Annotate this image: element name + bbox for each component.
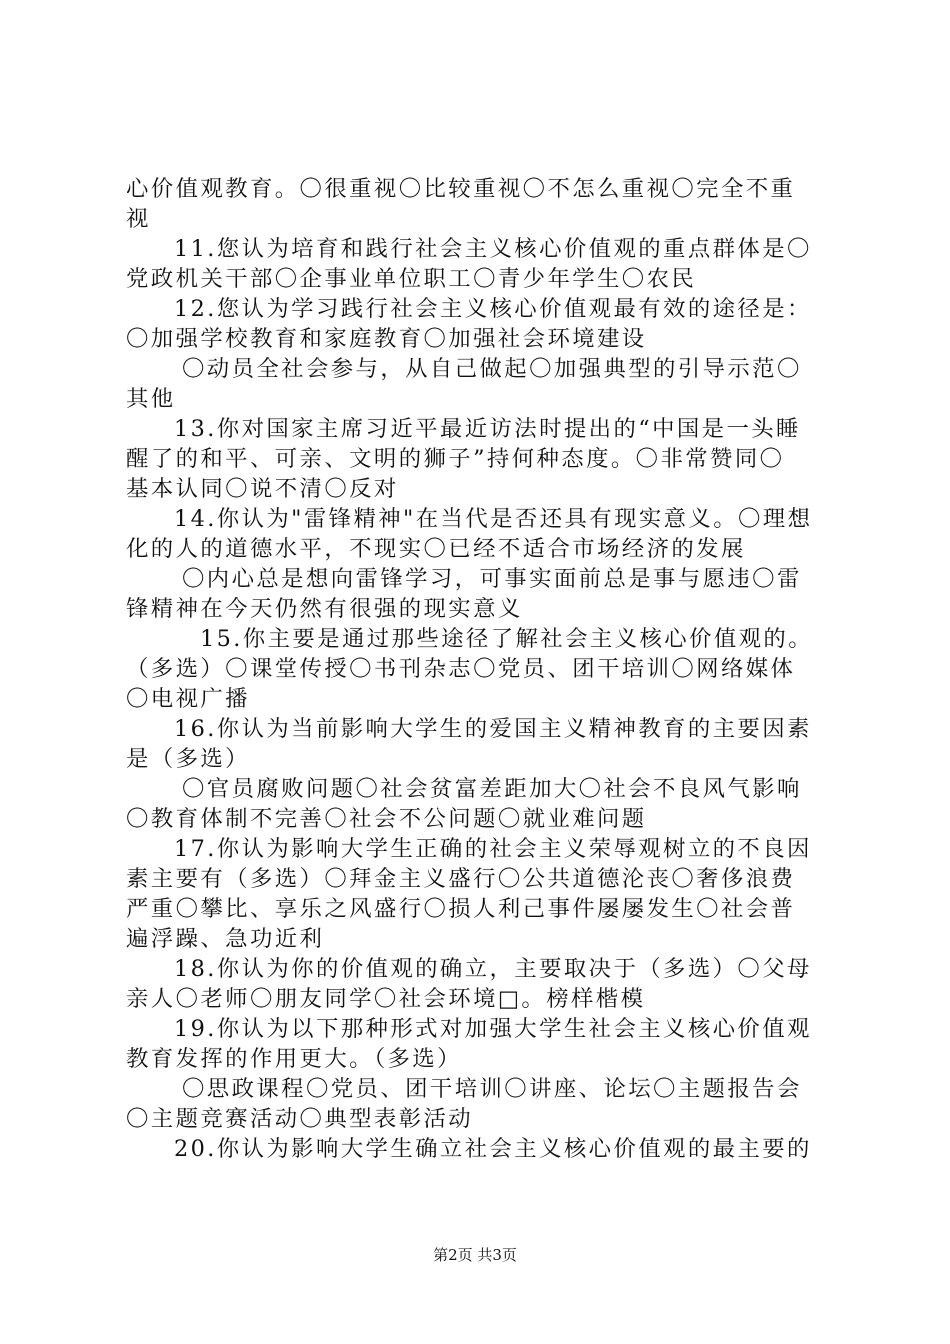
- question-16: 16.你认为当前影响大学生的爱国主义精神教育的主要因素: [174, 716, 812, 742]
- text-line: 严重〇攀比、享乐之风盛行〇损人利己事件屡屡发生〇社会普: [126, 896, 796, 922]
- question-19: 19.你认为以下那种形式对加强大学生社会主义核心价值观: [174, 1016, 812, 1042]
- text-line: 化的人的道德水平，不现实〇已经不适合市场经济的发展: [126, 536, 746, 562]
- question-14: 14.你认为"雷锋精神"在当代是否还具有现实意义。〇理想: [174, 506, 813, 532]
- text-line: 心价值观教育。〇很重视〇比较重视〇不怎么重视〇完全不重: [126, 176, 796, 202]
- text-line: 〇官员腐败问题〇社会贫富差距加大〇社会不良风气影响: [182, 776, 802, 802]
- text-line: 锋精神在今天仍然有很强的现实意义: [126, 596, 523, 622]
- text-line: 视: [126, 206, 151, 232]
- text-line: 遍浮躁、急功近利: [126, 926, 325, 952]
- text-line: 是（多选）: [126, 746, 250, 772]
- text-line: （多选）〇课堂传授〇书刊杂志〇党员、团干培训〇网络媒体: [126, 656, 796, 682]
- text-line: 〇主题竞赛活动〇典型表彰活动: [126, 1106, 474, 1132]
- text-line: 亲人〇老师〇朋友同学〇社会环境□。榜样楷模: [126, 986, 646, 1012]
- question-18: 18.你认为你的价值观的确立，主要取决于（多选）〇父母: [174, 956, 812, 982]
- text-line: 其他: [126, 386, 176, 412]
- question-20: 20.你认为影响大学生确立社会主义核心价值观的最主要的: [174, 1136, 812, 1162]
- text-line: 醒了的和平、可亲、文明的狮子”持何种态度。〇非常赞同〇: [126, 446, 785, 472]
- text-line: 〇加强学校教育和家庭教育〇加强社会环境建设: [126, 326, 647, 352]
- text-line: 素主要有（多选）〇拜金主义盛行〇公共道德沦丧〇奢侈浪费: [126, 866, 796, 892]
- page-footer: 第2页 共3页: [433, 1246, 517, 1264]
- document-body: [126, 174, 846, 1164]
- text-line: 〇内心总是想向雷锋学习，可事实面前总是事与愿违〇雷: [182, 566, 802, 592]
- question-11: 11.您认为培育和践行社会主义核心价值观的重点群体是〇: [174, 236, 812, 262]
- question-15: 15.你主要是通过那些途径了解社会主义核心价值观的。: [200, 626, 813, 652]
- question-13: 13.你对国家主席习近平最近访法时提出的“中国是一头睡: [174, 416, 801, 442]
- text-line: 教育发挥的作用更大。（多选）: [126, 1046, 462, 1072]
- text-line: 〇电视广播: [126, 686, 250, 712]
- question-17: 17.你认为影响大学生正确的社会主义荣辱观树立的不良因: [174, 836, 812, 862]
- question-12: 12.您认为学习践行社会主义核心价值观最有效的途径是：: [174, 296, 812, 322]
- text-line: 〇教育体制不完善〇社会不公问题〇就业难问题: [126, 806, 647, 832]
- text-line: 〇思政课程〇党员、团干培训〇讲座、论坛〇主题报告会: [182, 1076, 802, 1102]
- text-line: 基本认同〇说不清〇反对: [126, 476, 399, 502]
- text-line: 党政机关干部〇企事业单位职工〇青少年学生〇农民: [126, 266, 697, 292]
- text-line: 〇动员全社会参与，从自己做起〇加强典型的引导示范〇: [182, 356, 802, 382]
